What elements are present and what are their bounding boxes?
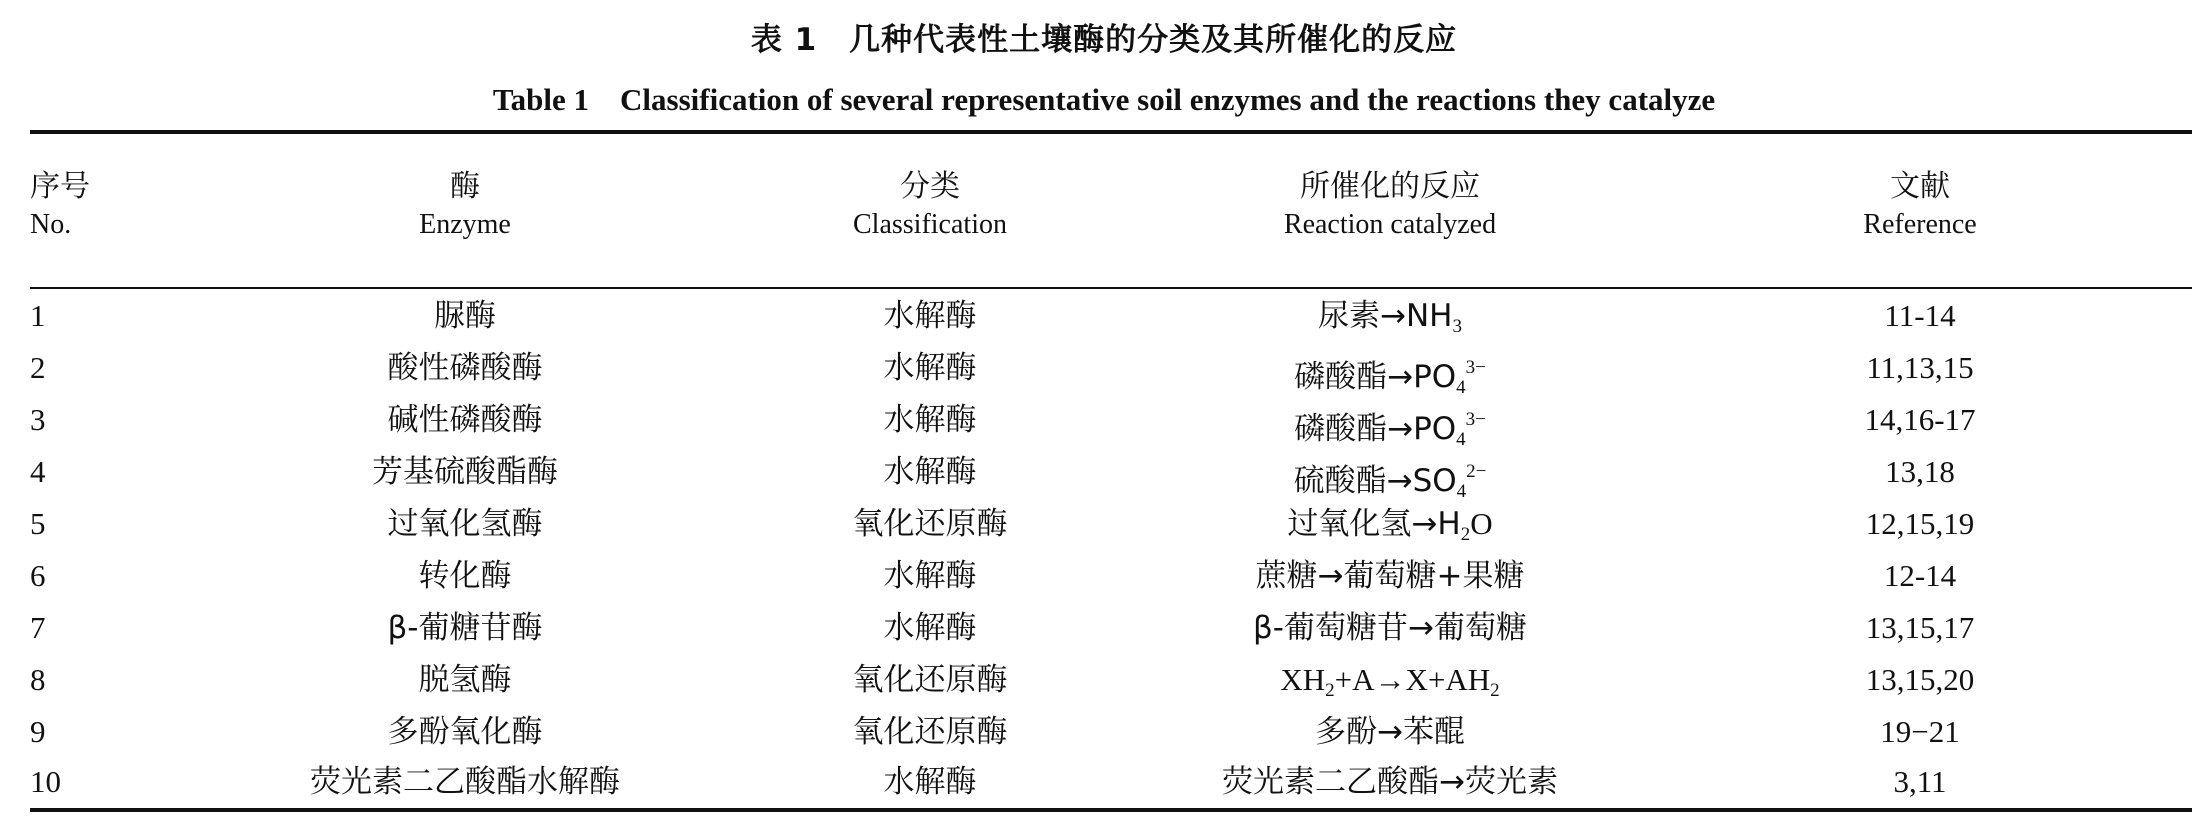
row-reference: 14,16-17 xyxy=(1864,402,1976,437)
row-no: 3 xyxy=(30,402,46,437)
row-enzyme: 多酚氧化酶 xyxy=(387,714,543,750)
row-no: 10 xyxy=(30,764,61,799)
header-reaction-zh: 所催化的反应 xyxy=(1300,169,1480,204)
row-classification: 水解酶 xyxy=(883,610,977,646)
row-enzyme: 过氧化氢酶 xyxy=(387,506,543,542)
row-reaction xyxy=(1130,290,1650,342)
row-reference: 19−21 xyxy=(1880,714,1960,749)
row-reaction xyxy=(1130,394,1650,450)
reaction-text: 尿素→NH xyxy=(1318,298,1453,334)
table-row xyxy=(0,706,2208,758)
reaction-text-tail: O xyxy=(1470,506,1493,541)
row-no: 1 xyxy=(30,298,46,333)
row-enzyme: 荧光素二乙酸酯水解酶 xyxy=(310,764,620,800)
row-reaction xyxy=(1130,550,1650,602)
reaction-superscript: 3− xyxy=(1465,409,1486,430)
row-no: 9 xyxy=(30,714,46,749)
row-reference: 3,11 xyxy=(1893,764,1947,799)
table-row xyxy=(0,602,2208,654)
row-reference: 13,15,20 xyxy=(1865,662,1975,697)
row-reaction xyxy=(1130,446,1650,502)
row-classification: 水解酶 xyxy=(883,402,977,438)
reaction-text: 硫酸酯→SO xyxy=(1293,463,1457,499)
header-enzyme-zh: 酶 xyxy=(450,169,480,204)
table-row xyxy=(0,498,2208,550)
row-enzyme: 碱性磷酸酶 xyxy=(387,402,543,438)
header-classification-en: Classification xyxy=(853,209,1007,240)
row-no: 4 xyxy=(30,454,46,489)
row-enzyme: 脱氢酶 xyxy=(418,662,512,698)
row-reaction xyxy=(1130,342,1650,398)
header-rule xyxy=(30,287,2192,289)
header-reference xyxy=(1820,168,2020,244)
reaction-text: XH xyxy=(1280,662,1326,697)
row-classification: 水解酶 xyxy=(883,350,977,386)
row-classification: 氧化还原酶 xyxy=(852,714,1008,750)
reaction-superscript: 3− xyxy=(1465,357,1486,378)
row-classification: 水解酶 xyxy=(883,764,977,800)
row-reference: 11,13,15 xyxy=(1866,350,1974,385)
row-reaction xyxy=(1130,602,1650,654)
header-reaction xyxy=(1230,168,1550,244)
table-row xyxy=(0,446,2208,502)
row-classification: 氧化还原酶 xyxy=(852,506,1008,542)
reaction-text: 蔗糖→葡萄糖+果糖 xyxy=(1255,558,1525,594)
row-enzyme: β-葡糖苷酶 xyxy=(387,610,543,646)
row-reference: 12-14 xyxy=(1883,558,1957,593)
row-reference: 13,15,17 xyxy=(1865,610,1975,645)
row-reference: 12,15,19 xyxy=(1865,506,1975,541)
row-reference: 13,18 xyxy=(1885,454,1955,489)
row-enzyme: 转化酶 xyxy=(418,558,512,594)
header-classification-zh: 分类 xyxy=(900,169,960,204)
row-reaction xyxy=(1130,498,1650,550)
table-row xyxy=(0,756,2208,808)
header-reference-zh: 文献 xyxy=(1890,169,1950,204)
row-no: 7 xyxy=(30,610,46,645)
reaction-subscript: 4 xyxy=(1456,377,1466,398)
reaction-text: 过氧化氢→H xyxy=(1287,506,1461,542)
reaction-subscript: 2 xyxy=(1325,680,1335,701)
top-rule xyxy=(30,130,2192,134)
table-row xyxy=(0,394,2208,450)
table-row xyxy=(0,550,2208,602)
reaction-subscript: 2 xyxy=(1460,524,1471,545)
header-reference-en: Reference xyxy=(1863,209,1977,240)
table-row xyxy=(0,290,2208,342)
row-enzyme: 酸性磷酸酶 xyxy=(387,350,543,386)
reaction-text: 磷酸酯→PO xyxy=(1294,411,1457,447)
header-classification xyxy=(780,168,1080,244)
row-enzyme: 芳基硫酸酯酶 xyxy=(372,454,558,490)
row-classification: 水解酶 xyxy=(883,454,977,490)
row-reaction xyxy=(1130,756,1650,808)
header-no-zh: 序号 xyxy=(30,169,90,204)
reaction-superscript: 2− xyxy=(1466,461,1487,482)
row-classification: 水解酶 xyxy=(883,298,977,334)
reaction-text-tail: +A→X+AH xyxy=(1334,662,1491,697)
row-reference: 11-14 xyxy=(1884,298,1956,333)
row-no: 2 xyxy=(30,350,46,385)
reaction-subscript-2: 2 xyxy=(1490,680,1500,701)
reaction-text: 多酚→苯醌 xyxy=(1315,714,1465,750)
reaction-text: 荧光素二乙酸酯→荧光素 xyxy=(1222,764,1558,800)
row-no: 8 xyxy=(30,662,46,697)
table-row xyxy=(0,654,2208,706)
reaction-subscript: 4 xyxy=(1456,429,1466,450)
header-no-en: No. xyxy=(30,209,72,240)
row-classification: 水解酶 xyxy=(883,558,977,594)
row-reaction xyxy=(1130,706,1650,758)
row-reaction xyxy=(1130,654,1650,706)
reaction-text: 磷酸酯→PO xyxy=(1294,359,1457,395)
row-classification: 氧化还原酶 xyxy=(852,662,1008,698)
table-title-zh: 表 1 几种代表性土壤酶的分类及其所催化的反应 xyxy=(750,22,1458,58)
reaction-subscript: 4 xyxy=(1456,481,1467,502)
table-row xyxy=(0,342,2208,398)
row-no: 6 xyxy=(30,558,46,593)
table-title-en: Table 1 Classification of several representative soil enzymes and the reactions they catalyze xyxy=(492,82,1716,117)
header-enzyme xyxy=(365,168,565,244)
header-enzyme-en: Enzyme xyxy=(419,209,511,240)
bottom-rule xyxy=(30,808,2192,812)
header-reaction-en: Reaction catalyzed xyxy=(1283,209,1497,240)
header-no xyxy=(30,168,150,244)
row-enzyme: 脲酶 xyxy=(434,298,496,334)
row-no: 5 xyxy=(30,506,46,541)
reaction-text: β-葡萄糖苷→葡萄糖 xyxy=(1253,610,1527,646)
reaction-subscript: 3 xyxy=(1452,316,1462,337)
